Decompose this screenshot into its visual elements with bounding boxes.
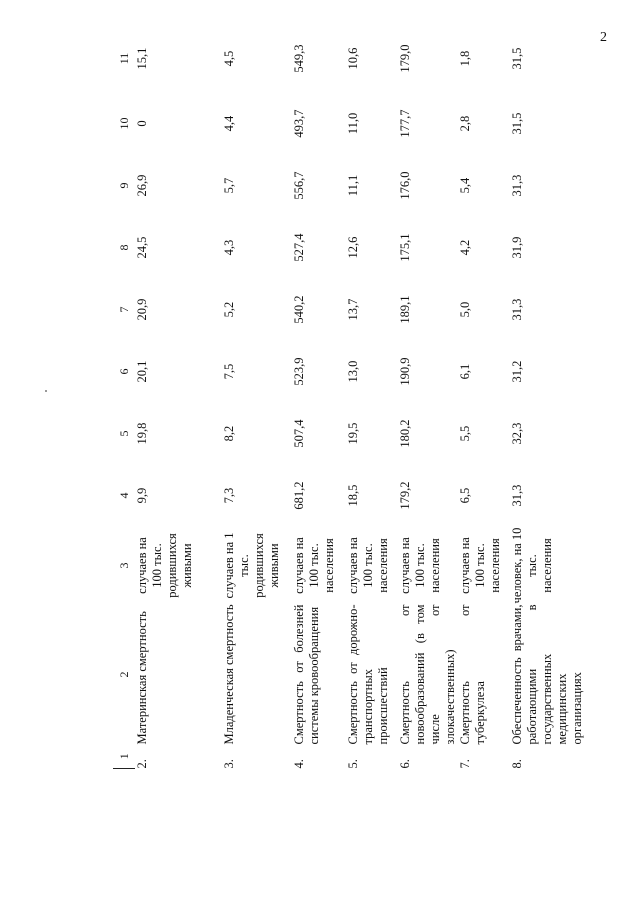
value-cell: 8,2 (222, 425, 236, 442)
indicator-unit: случаев на 100 тыс. населения (292, 537, 336, 594)
value-cell: 5,0 (458, 301, 472, 318)
value-cell: 523,9 (292, 357, 306, 386)
value-cell: 180,2 (398, 419, 412, 448)
table-row (346, 25, 398, 769)
value-cell: 7,5 (222, 363, 236, 380)
value-cell: 20,1 (135, 360, 149, 383)
value-cell: 527,4 (292, 233, 306, 262)
table-row (398, 25, 458, 769)
value-cell: 5,4 (458, 177, 472, 194)
column-header: 8 (116, 244, 131, 251)
value-cell: 189,1 (398, 295, 412, 324)
column-header: 9 (116, 182, 131, 189)
value-cell: 177,7 (398, 109, 412, 138)
value-cell: 4,2 (458, 239, 472, 256)
indicator-unit: случаев на 100 тыс. населения (346, 537, 390, 594)
column-number-header (113, 25, 135, 769)
value-cell: 493,7 (292, 109, 306, 138)
value-cell: 31,5 (510, 47, 524, 70)
indicator-unit: случаев на 100 тыс. населения (398, 537, 442, 594)
indicator-name: Смертность от туберкулеза (458, 604, 487, 745)
value-cell: 540,2 (292, 295, 306, 324)
row-number: 8. (510, 759, 524, 769)
indicator-name: Младенческая смертность (222, 604, 236, 745)
column-header: 4 (116, 492, 131, 499)
row-number: 4. (292, 759, 306, 769)
value-cell: 507,4 (292, 419, 306, 448)
value-cell: 0 (135, 120, 149, 127)
indicator-unit: случаев на 100 тыс. родившихся живыми (135, 533, 194, 598)
column-header: 10 (116, 117, 131, 130)
column-header: 11 (116, 52, 131, 65)
indicator-name: Обеспеченность врачами, работающими в государственных медицинских организациях (510, 604, 584, 745)
indicator-name: Смертность от болезней системы кровообращения (292, 604, 321, 745)
row-number: 6. (398, 759, 412, 769)
value-cell: 18,5 (346, 484, 360, 507)
value-cell: 31,5 (510, 112, 524, 135)
table-row (458, 25, 510, 769)
row-number: 7. (458, 759, 472, 769)
value-cell: 31,2 (510, 360, 524, 383)
value-cell: 31,3 (510, 174, 524, 197)
value-cell: 190,9 (398, 357, 412, 386)
indicator-name: Смертность от новообразований (в том числе от злокачественных) (398, 604, 457, 745)
rotated-table-container (113, 25, 639, 769)
value-cell: 11,0 (346, 112, 360, 135)
indicators-table (113, 25, 639, 770)
value-cell: 7,3 (222, 487, 236, 504)
value-cell: 31,3 (510, 298, 524, 321)
value-cell: 20,9 (135, 298, 149, 321)
page-number: 2 (600, 30, 607, 45)
row-number: 3. (222, 759, 236, 769)
value-cell: 4,5 (222, 50, 236, 67)
column-header: 5 (116, 430, 131, 437)
value-cell: 4,4 (222, 115, 236, 132)
value-cell: 556,7 (292, 171, 306, 200)
value-cell: 681,2 (292, 481, 306, 510)
value-cell: 5,2 (222, 301, 236, 318)
column-header: 7 (116, 306, 131, 313)
column-header: 1 (113, 745, 135, 769)
value-cell: 31,3 (510, 484, 524, 507)
table-row (222, 25, 292, 769)
value-cell: 32,3 (510, 422, 524, 445)
column-header: 2 (116, 671, 131, 678)
value-cell: 11,1 (346, 174, 360, 197)
value-cell: 19,8 (135, 422, 149, 445)
value-cell: 4,3 (222, 239, 236, 256)
value-cell: 19,5 (346, 422, 360, 445)
value-cell: 175,1 (398, 233, 412, 262)
value-cell: 9,9 (135, 487, 149, 504)
row-number: 2. (135, 759, 149, 769)
value-cell: 6,1 (458, 363, 472, 380)
value-cell: 26,9 (135, 174, 149, 197)
value-cell: 13,0 (346, 360, 360, 383)
value-cell: 5,5 (458, 425, 472, 442)
table-row (135, 25, 222, 769)
scan-speck (45, 390, 47, 392)
value-cell: 10,6 (346, 47, 360, 70)
value-cell: 13,7 (346, 298, 360, 321)
value-cell: 31,9 (510, 236, 524, 259)
value-cell: 5,7 (222, 177, 236, 194)
column-header: 3 (116, 562, 131, 569)
indicator-unit: случаев на 1 тыс. родившихся живыми (222, 532, 281, 599)
value-cell: 12,6 (346, 236, 360, 259)
value-cell: 179,2 (398, 481, 412, 510)
table-row (292, 25, 346, 769)
indicator-name: Материнская смертность (135, 611, 149, 745)
column-header: 6 (116, 368, 131, 375)
row-number: 5. (346, 759, 360, 769)
value-cell: 176,0 (398, 171, 412, 200)
indicator-unit: случаев на 100 тыс. населения (458, 537, 502, 594)
value-cell: 6,5 (458, 487, 472, 504)
value-cell: 24,5 (135, 236, 149, 259)
indicator-name: Смертность от дорожно-транспортных происшествий (346, 604, 390, 745)
value-cell: 1,8 (458, 50, 472, 67)
indicator-unit: человек, на 10 тыс. населения (510, 527, 554, 604)
value-cell: 549,3 (292, 44, 306, 73)
value-cell: 15,1 (135, 47, 149, 70)
value-cell: 179,0 (398, 44, 412, 73)
value-cell: 2,8 (458, 115, 472, 132)
table-row (510, 25, 639, 769)
